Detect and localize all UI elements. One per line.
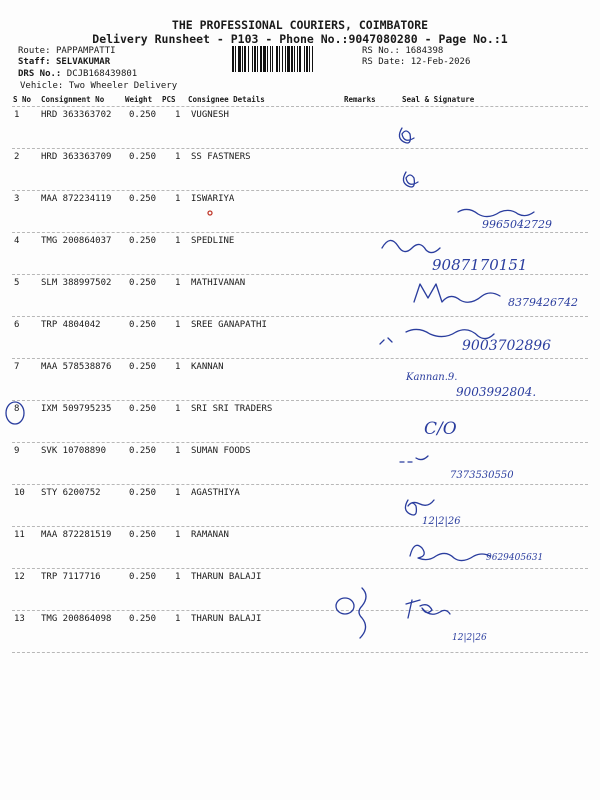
date-row13: 12|2|26	[452, 633, 487, 643]
row-consignment-no: SVK 10708890	[41, 446, 107, 456]
row-divider	[12, 526, 588, 527]
row-sno: 4	[14, 236, 20, 246]
row-weight: 0.250	[129, 362, 157, 372]
row-weight: 0.250	[129, 446, 157, 456]
route-value: PAPPAMPATTI	[55, 46, 116, 56]
signature-row3-scrawl	[458, 209, 534, 216]
row-sno: 5	[14, 278, 20, 288]
row-consignee: ISWARIYA	[191, 194, 235, 204]
row-pcs: 1	[175, 530, 181, 540]
table-row	[0, 488, 600, 504]
row-consignee: SREE GANAPATHI	[191, 320, 267, 330]
row-sno: 11	[14, 530, 25, 540]
brace-row12	[359, 588, 366, 638]
row-weight: 0.250	[129, 404, 157, 414]
table-row	[0, 278, 600, 294]
row-weight: 0.250	[129, 236, 157, 246]
phone-row11: 9629405631	[486, 553, 544, 563]
row-sno: 13	[14, 614, 25, 624]
row-divider	[12, 484, 588, 485]
route-line	[18, 46, 116, 56]
drs-label: DRS No.:	[18, 69, 62, 79]
row-weight: 0.250	[129, 530, 157, 540]
note-row8: C/O	[424, 419, 457, 439]
row-sno: 3	[14, 194, 20, 204]
table-row	[0, 194, 600, 210]
row-consignment-no: MAA 872281519	[41, 530, 112, 540]
row-pcs: 1	[175, 194, 181, 204]
row-weight: 0.250	[129, 488, 157, 498]
phone-row5: 8379426742	[508, 296, 578, 309]
row-weight: 0.250	[129, 194, 157, 204]
table-row	[0, 320, 600, 336]
staff-label: Staff:	[18, 57, 51, 67]
table-row	[0, 614, 600, 630]
row-consignee: THARUN BALAJI	[191, 572, 262, 582]
row-pcs: 1	[175, 320, 181, 330]
barcode-image	[232, 46, 354, 72]
table-row	[0, 362, 600, 378]
row-divider	[12, 568, 588, 569]
row-pcs: 1	[175, 404, 181, 414]
row-consignment-no: TRP 4804042	[41, 320, 101, 330]
row-divider	[12, 316, 588, 317]
row-divider	[12, 148, 588, 149]
row-sno: 9	[14, 446, 20, 456]
phone-row4: 9087170151	[432, 256, 528, 274]
table-row	[0, 152, 600, 168]
name-row7: Kannan.9.	[406, 372, 458, 383]
table-row	[0, 530, 600, 546]
row-divider	[12, 442, 588, 443]
row-consignee: SRI SRI TRADERS	[191, 404, 273, 414]
col-seal-header: Seal & Signature	[402, 95, 475, 104]
row-divider	[12, 190, 588, 191]
col-consignment-header: Consignment No	[41, 95, 105, 104]
row-weight: 0.250	[129, 152, 157, 162]
row-consignment-no: MAA 872234119	[41, 194, 112, 204]
row-pcs: 1	[175, 614, 181, 624]
row-divider	[12, 400, 588, 401]
phone-row9: 7373530550	[450, 470, 514, 481]
row-consignee: VUGNESH	[191, 110, 229, 120]
row-consignee: SUMAN FOODS	[191, 446, 251, 456]
col-sno-header: S No	[13, 95, 32, 104]
staff-value: SELVAKUMAR	[55, 57, 111, 67]
row-pcs: 1	[175, 572, 181, 582]
row-consignee: MATHIVANAN	[191, 278, 246, 288]
col-weight-header: Weight	[125, 95, 153, 104]
rs-number: RS No.: 1684398	[362, 46, 444, 56]
rs-date: RS Date: 12-Feb-2026	[362, 57, 471, 67]
row-consignment-no: TMG 200864037	[41, 236, 112, 246]
row-sno: 1	[14, 110, 20, 120]
table-row	[0, 404, 600, 420]
drs-value: DCJB168439801	[66, 69, 138, 79]
row-divider	[12, 232, 588, 233]
col-pcs-header: PCS	[162, 95, 176, 104]
row-consignment-no: TMG 200864098	[41, 614, 112, 624]
row-weight: 0.250	[129, 278, 157, 288]
vehicle-line: Vehicle: Two Wheeler Delivery	[20, 81, 178, 91]
row-sno: 7	[14, 362, 20, 372]
ink-mark-row3	[208, 211, 212, 215]
table-row	[0, 236, 600, 252]
date-row10: 12|2|26	[422, 516, 461, 527]
row-divider	[12, 358, 588, 359]
row-pcs: 1	[175, 278, 181, 288]
row-weight: 0.250	[129, 572, 157, 582]
row-consignment-no: HRD 363363702	[41, 110, 112, 120]
drs-line	[18, 69, 137, 79]
row-pcs: 1	[175, 110, 181, 120]
header-divider	[12, 106, 588, 107]
phone-row7: 9003992804.	[456, 385, 537, 399]
table-row	[0, 110, 600, 126]
row-pcs: 1	[175, 152, 181, 162]
row-consignment-no: SLM 388997502	[41, 278, 112, 288]
row-sno: 2	[14, 152, 20, 162]
row-consignee: AGASTHIYA	[191, 488, 240, 498]
staff-line	[18, 57, 110, 67]
row-divider	[12, 610, 588, 611]
row-divider	[12, 274, 588, 275]
phone-row3: 9965042729	[482, 218, 552, 231]
row-consignee: SPEDLINE	[191, 236, 235, 246]
phone-row6: 9003702896	[462, 338, 552, 354]
row-divider	[12, 652, 588, 653]
row-consignment-no: MAA 578538876	[41, 362, 112, 372]
signature-row2	[403, 172, 418, 187]
row-sno: 8	[14, 404, 20, 414]
company-title: THE PROFESSIONAL COURIERS, COIMBATORE	[171, 18, 429, 32]
route-label: Route:	[18, 46, 51, 56]
row-weight: 0.250	[129, 110, 157, 120]
row-consignee: KANNAN	[191, 362, 224, 372]
row-weight: 0.250	[129, 320, 157, 330]
row-consignment-no: STY 6200752	[41, 488, 101, 498]
row-weight: 0.250	[129, 614, 157, 624]
row-consignee: THARUN BALAJI	[191, 614, 262, 624]
circle-row12	[336, 598, 354, 614]
row-sno: 10	[14, 488, 25, 498]
row-pcs: 1	[175, 362, 181, 372]
row-sno: 12	[14, 572, 25, 582]
row-consignee: RAMANAN	[191, 530, 229, 540]
runsheet-title: Delivery Runsheet - P103 - Phone No.:9047080280 - Page No.:1	[92, 32, 508, 46]
signature-row1	[399, 128, 414, 143]
signature-row11	[410, 545, 490, 560]
table-row	[0, 572, 600, 588]
col-consignee-header: Consignee Details	[188, 95, 265, 104]
row-sno: 6	[14, 320, 20, 330]
row-pcs: 1	[175, 446, 181, 456]
table-row	[0, 446, 600, 462]
row-pcs: 1	[175, 488, 181, 498]
row-consignee: SS FASTNERS	[191, 152, 251, 162]
row-consignment-no: TRP 7117716	[41, 572, 101, 582]
col-remarks-header: Remarks	[344, 95, 376, 104]
row-consignment-no: IXM 509795235	[41, 404, 112, 414]
row-pcs: 1	[175, 236, 181, 246]
row-consignment-no: HRD 363363709	[41, 152, 112, 162]
